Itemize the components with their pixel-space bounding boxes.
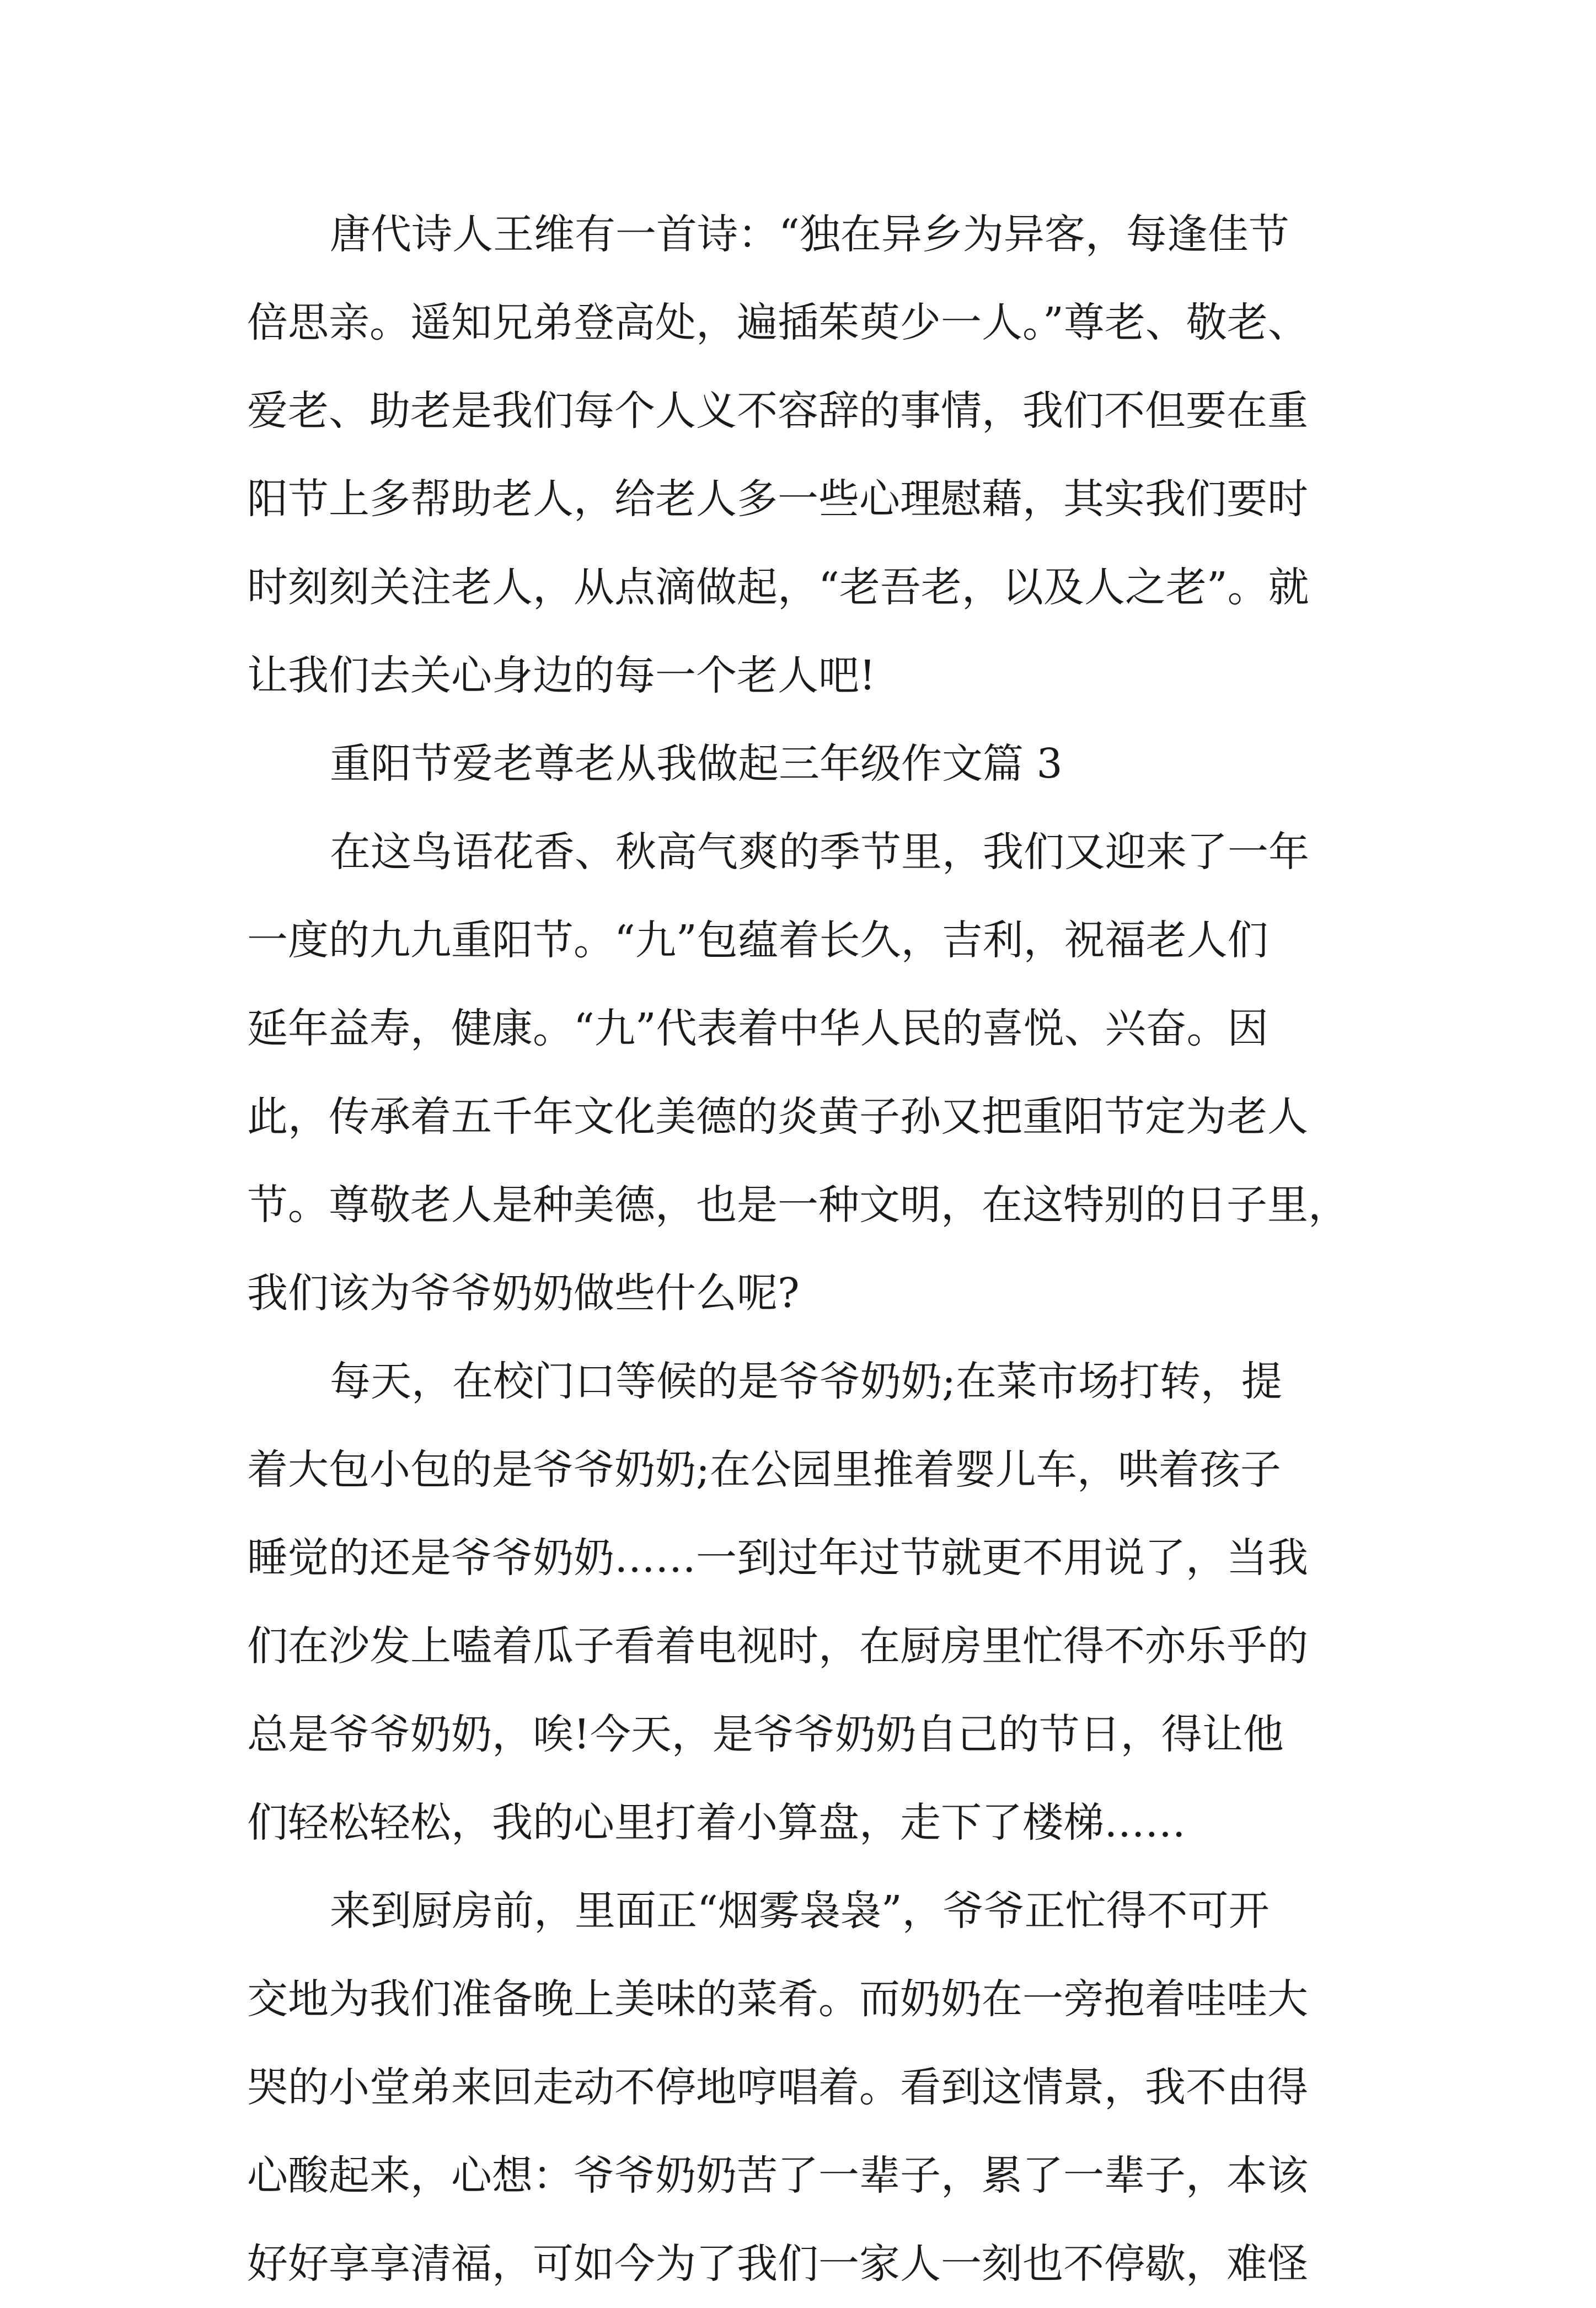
text-line: 每天，在校门口等候的是爷爷奶奶;在菜市场打转，提 <box>330 1358 1282 1405</box>
text-line: 着大包小包的是爷爷奶奶;在公园里推着婴儿车，哄着孩子 <box>247 1446 1281 1493</box>
text-line: 一度的九九重阳节。“九”包蕴着长久，吉利，祝福老人们 <box>247 917 1268 964</box>
text-line: 让我们去关心身边的每一个老人吧! <box>247 652 876 699</box>
text-line: 延年益寿，健康。“九”代表着中华人民的喜悦、兴奋。因 <box>247 1005 1268 1052</box>
text-line: 阳节上多帮助老人，给老人多一些心理慰藉，其实我们要时 <box>247 475 1308 523</box>
text-line: 们在沙发上嗑着瓜子看着电视时，在厨房里忙得不亦乐乎的 <box>247 1622 1308 1670</box>
text-line: 哭的小堂弟来回走动不停地哼唱着。看到这情景，我不由得 <box>247 2064 1308 2111</box>
text-line: 们轻松轻松，我的心里打着小算盘，走下了楼梯…… <box>247 1799 1186 1846</box>
text-line: 爱老、助老是我们每个人义不容辞的事情，我们不但要在重 <box>247 387 1308 435</box>
text-line: 唐代诗人王维有一首诗：“独在异乡为异客，每逢佳节 <box>330 211 1289 258</box>
text-line: 节。尊敬老人是种美德，也是一种文明，在这特别的日子里， <box>247 1181 1349 1229</box>
text-line: 心酸起来，心想：爷爷奶奶苦了一辈子，累了一辈子，本该 <box>247 2152 1308 2199</box>
text-line: 交地为我们准备晚上美味的菜肴。而奶奶在一旁抱着哇哇大 <box>247 1975 1308 2023</box>
text-line: 我们该为爷爷奶奶做些什么呢? <box>247 1270 800 1317</box>
text-line: 倍思亲。遥知兄弟登高处，遍插茱萸少一人。”尊老、敬老、 <box>247 299 1309 346</box>
text-line: 来到厨房前，里面正“烟雾袅袅”，爷爷正忙得不可开 <box>330 1887 1270 1935</box>
text-line: 时刻刻关注老人，从点滴做起，“老吾老，以及人之老”。就 <box>247 564 1309 611</box>
text-line: 此，传承着五千年文化美德的炎黄子孙又把重阳节定为老人 <box>247 1093 1308 1140</box>
section-heading: 重阳节爱老尊老从我做起三年级作文篇 3 <box>330 740 1063 788</box>
text-line: 好好享享清福，可如今为了我们一家人一刻也不停歇，难怪 <box>247 2240 1308 2288</box>
text-line: 总是爷爷奶奶，唉!今天，是爷爷奶奶自己的节日，得让他 <box>247 1711 1284 1758</box>
text-line: 睡觉的还是爷爷奶奶……一到过年过节就更不用说了，当我 <box>247 1534 1308 1582</box>
text-line: 在这鸟语花香、秋高气爽的季节里，我们又迎来了一年 <box>330 828 1309 876</box>
